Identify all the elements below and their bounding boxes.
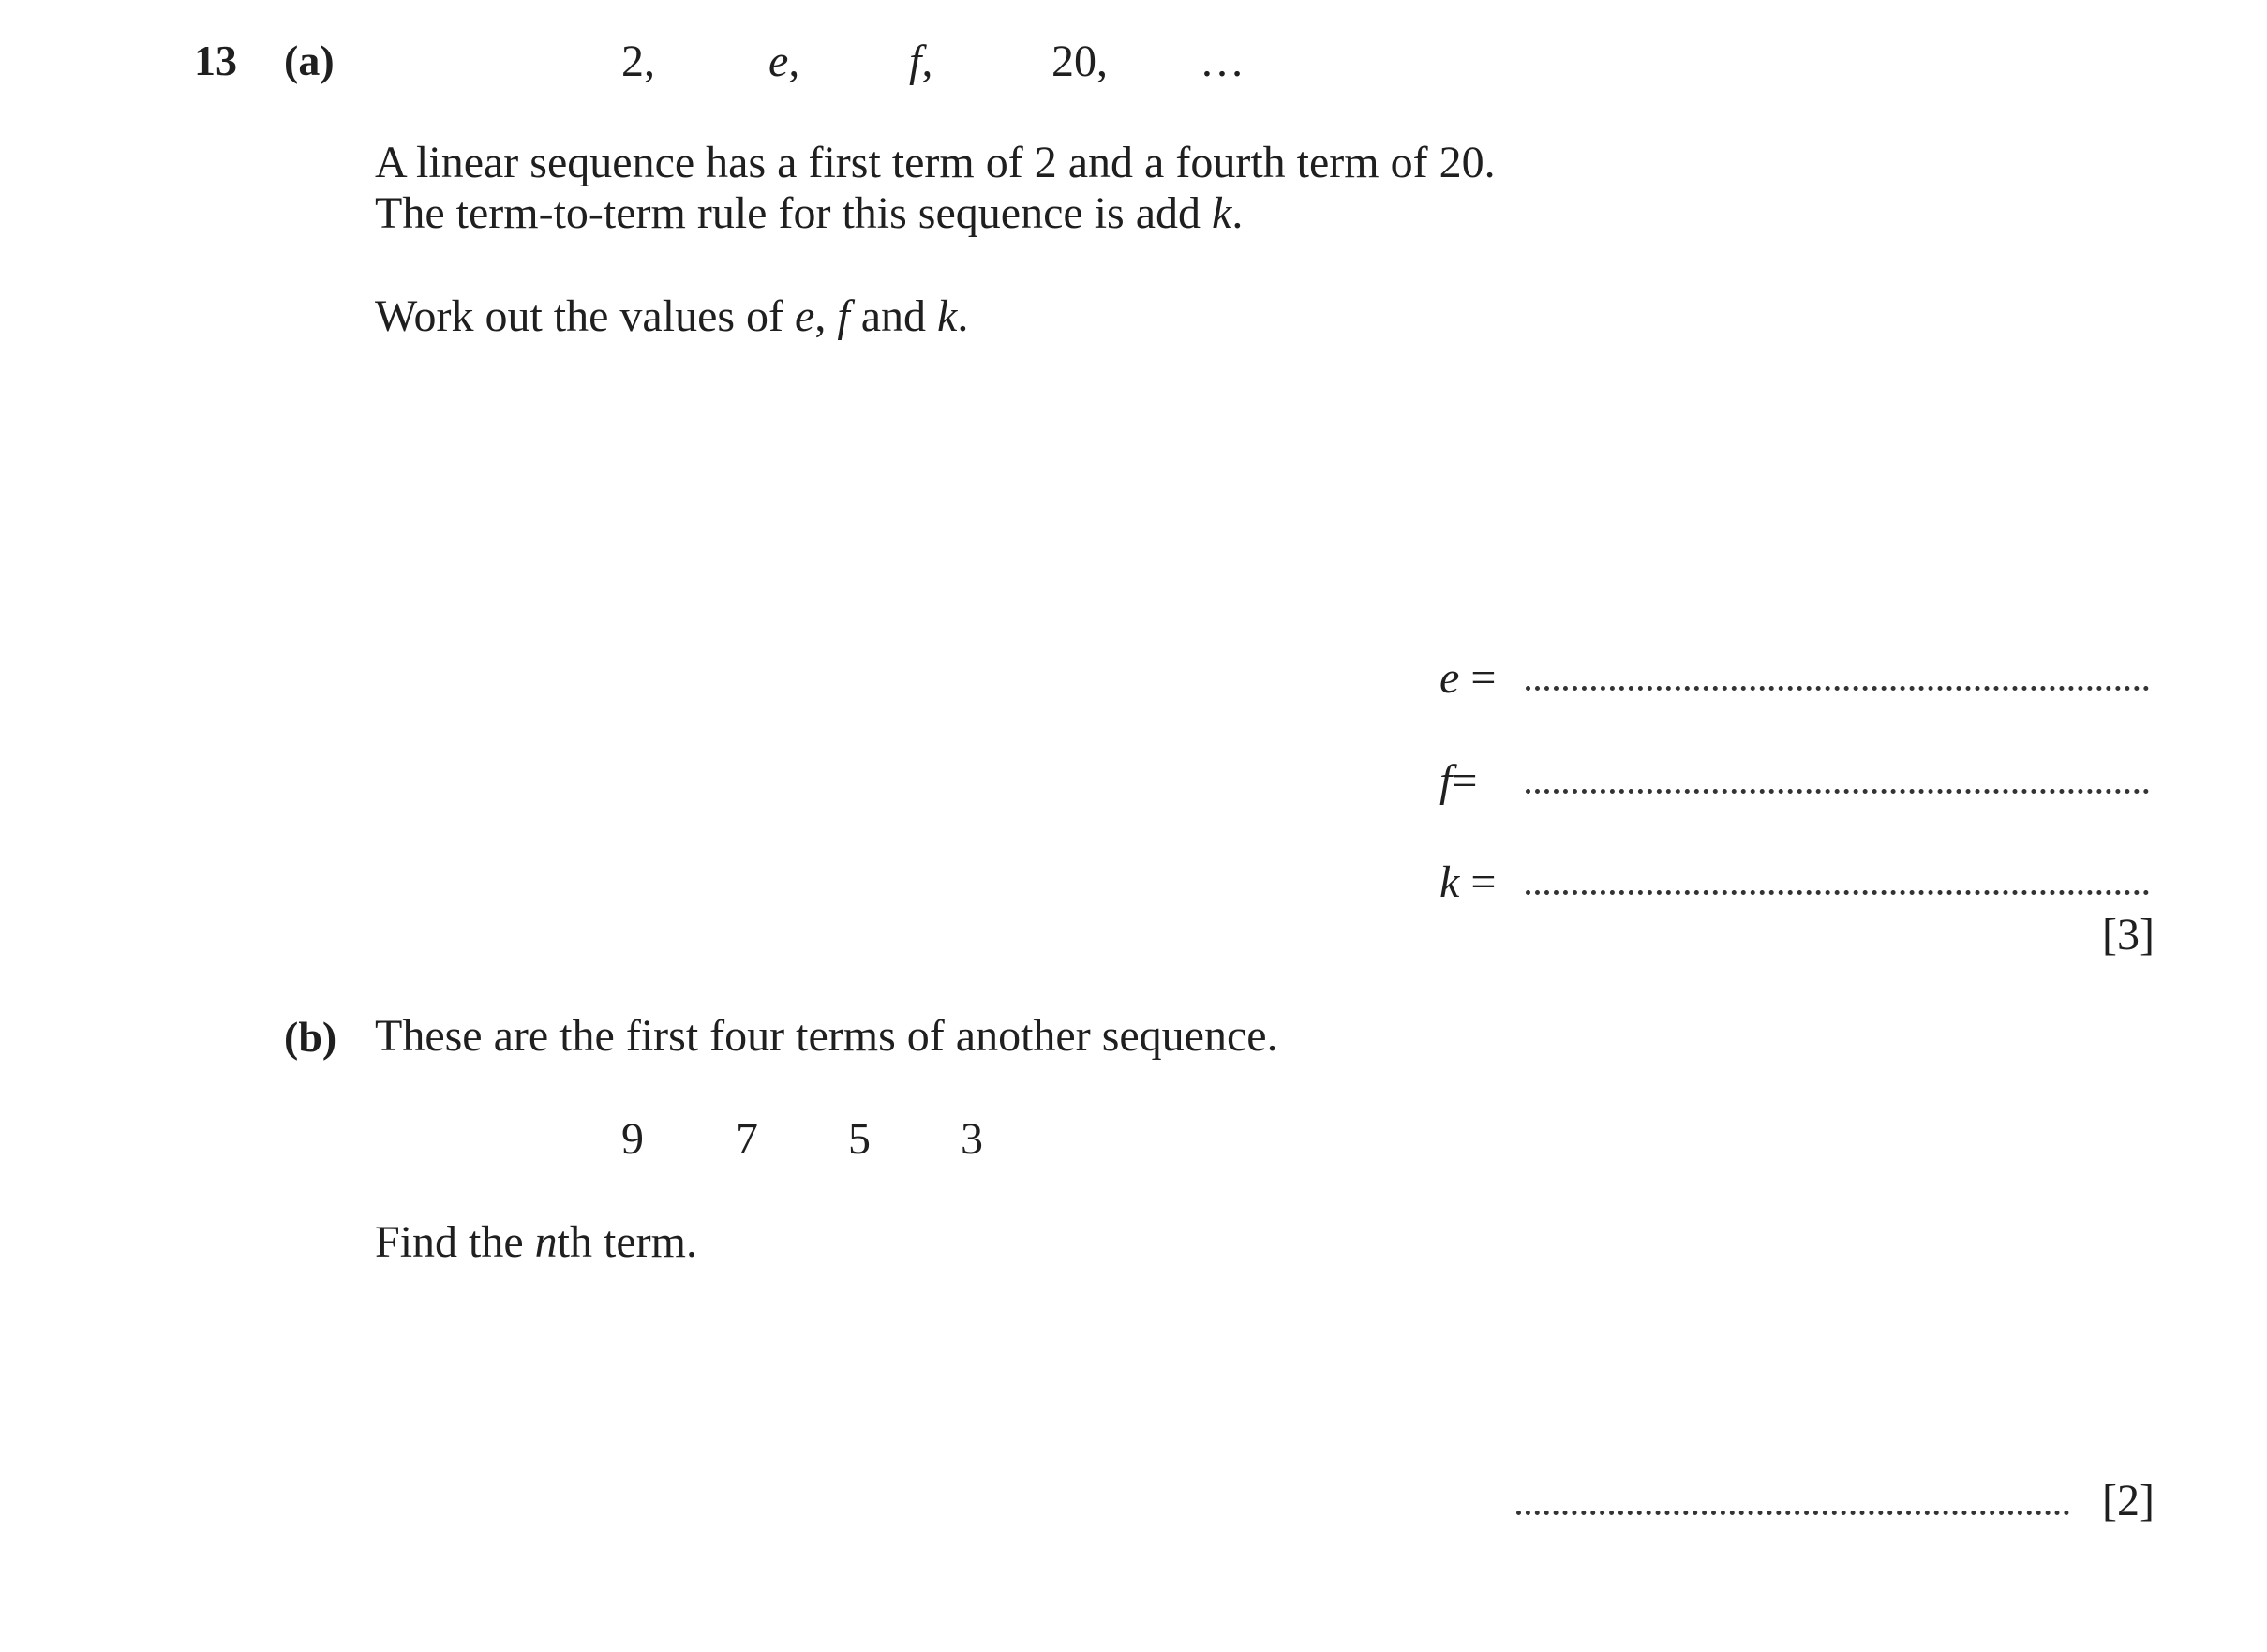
answer-line-nth-term[interactable] xyxy=(1516,1511,2069,1515)
answer-label-e: e = xyxy=(1439,653,1497,703)
sequence-b-term-3: 5 xyxy=(848,1114,871,1164)
part-a-marks: [3] xyxy=(2102,910,2155,960)
part-a-line-2: The term-to-term rule for this sequence is add k. xyxy=(375,188,1244,238)
part-a-label: (a) xyxy=(284,37,335,84)
sequence-b-term-2: 7 xyxy=(736,1114,758,1164)
part-b-label: (b) xyxy=(284,1013,337,1061)
answer-label-f: f= xyxy=(1439,756,1478,806)
answer-label-k: k = xyxy=(1439,857,1497,907)
part-b-marks: [2] xyxy=(2102,1476,2155,1525)
part-b-instruction: Find the nth term. xyxy=(375,1217,697,1267)
part-a-instruction: Work out the values of e, f and k. xyxy=(375,291,969,341)
part-a-sequence xyxy=(0,36,2267,92)
sequence-b-term-1: 9 xyxy=(621,1114,644,1164)
sequence-term-1: 2, xyxy=(621,37,655,86)
part-b-intro: These are the first four terms of another sequence. xyxy=(375,1011,1278,1061)
question-number: 13 xyxy=(194,37,237,84)
sequence-term-e: e, xyxy=(768,37,800,86)
sequence-b-term-4: 3 xyxy=(961,1114,983,1164)
sequence-term-f: f, xyxy=(909,37,933,86)
sequence-term-4: 20, xyxy=(1051,37,1108,86)
answer-line-f[interactable] xyxy=(1526,789,2149,794)
answer-line-e[interactable] xyxy=(1526,686,2149,691)
part-b-sequence xyxy=(0,1113,2267,1169)
answer-line-k[interactable] xyxy=(1526,890,2149,895)
sequence-ellipsis: … xyxy=(1200,37,1245,86)
part-a-line-1: A linear sequence has a first term of 2 and a fourth term of 20. xyxy=(375,138,1496,187)
